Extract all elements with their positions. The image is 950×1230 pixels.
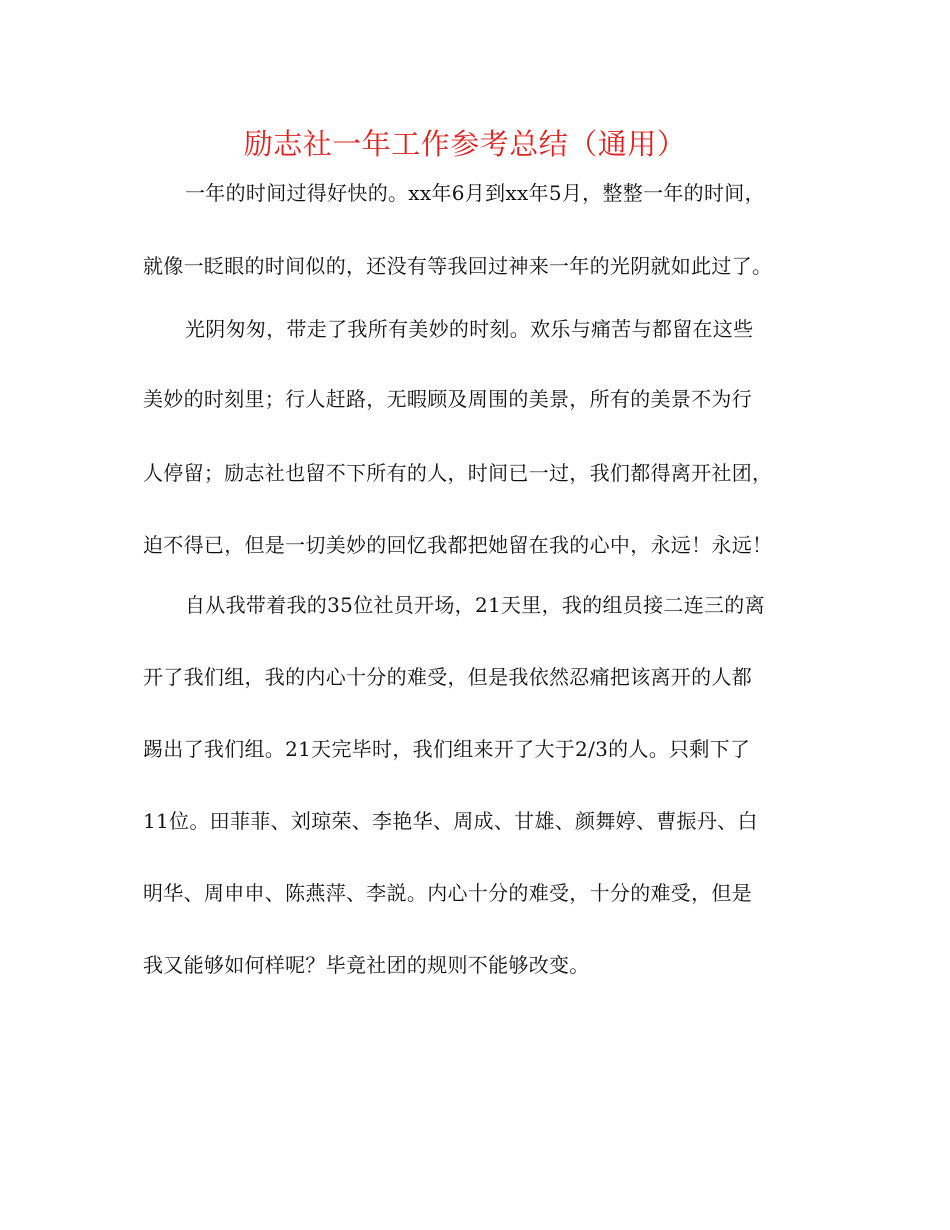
paragraph-2-line-2: 美妙的时刻里；行人赶路，无暇顾及周围的美景，所有的美景不为行 [143,387,752,411]
paragraph-2-line-1: 光阴匆匆，带走了我所有美妙的时刻。欢乐与痛苦与都留在这些 [185,317,754,341]
paragraph-3-line-6: 我又能够如何样呢？毕竟社团的规则不能够改变。 [143,953,590,977]
document-title: 励志社一年工作参考总结（通用） [243,127,687,161]
paragraph-3-line-4: 11位。田菲菲、刘琼荣、李艳华、周成、甘雄、颜舞婷、曹振丹、白 [143,809,758,833]
paragraph-3-line-5: 明华、周申申、陈燕萍、李説。内心十分的难受，十分的难受，但是 [143,881,752,905]
paragraph-1-line-2: 就像一眨眼的时间似的，还没有等我回过神来一年的光阴就如此过了。 [143,254,773,278]
paragraph-2-line-4: 迫不得已，但是一切美妙的回忆我都把她留在我的心中，永远！永远！ [143,533,773,557]
paragraph-1-line-1: 一年的时间过得好快的。xx年6月到xx年5月，整整一年的时间， [185,181,765,205]
paragraph-2-line-3: 人停留；励志社也留不下所有的人，时间已一过，我们都得离开社团， [143,461,773,485]
paragraph-3-line-2: 开了我们组，我的内心十分的难受，但是我依然忍痛把该离开的人都 [143,665,752,689]
paragraph-3-line-1: 自从我带着我的35位社员开场，21天里，我的组员接二连三的离 [185,593,765,617]
paragraph-3-line-3: 踢出了我们组。21天完毕时，我们组来开了大于2/3的人。只剩下了 [143,737,751,761]
